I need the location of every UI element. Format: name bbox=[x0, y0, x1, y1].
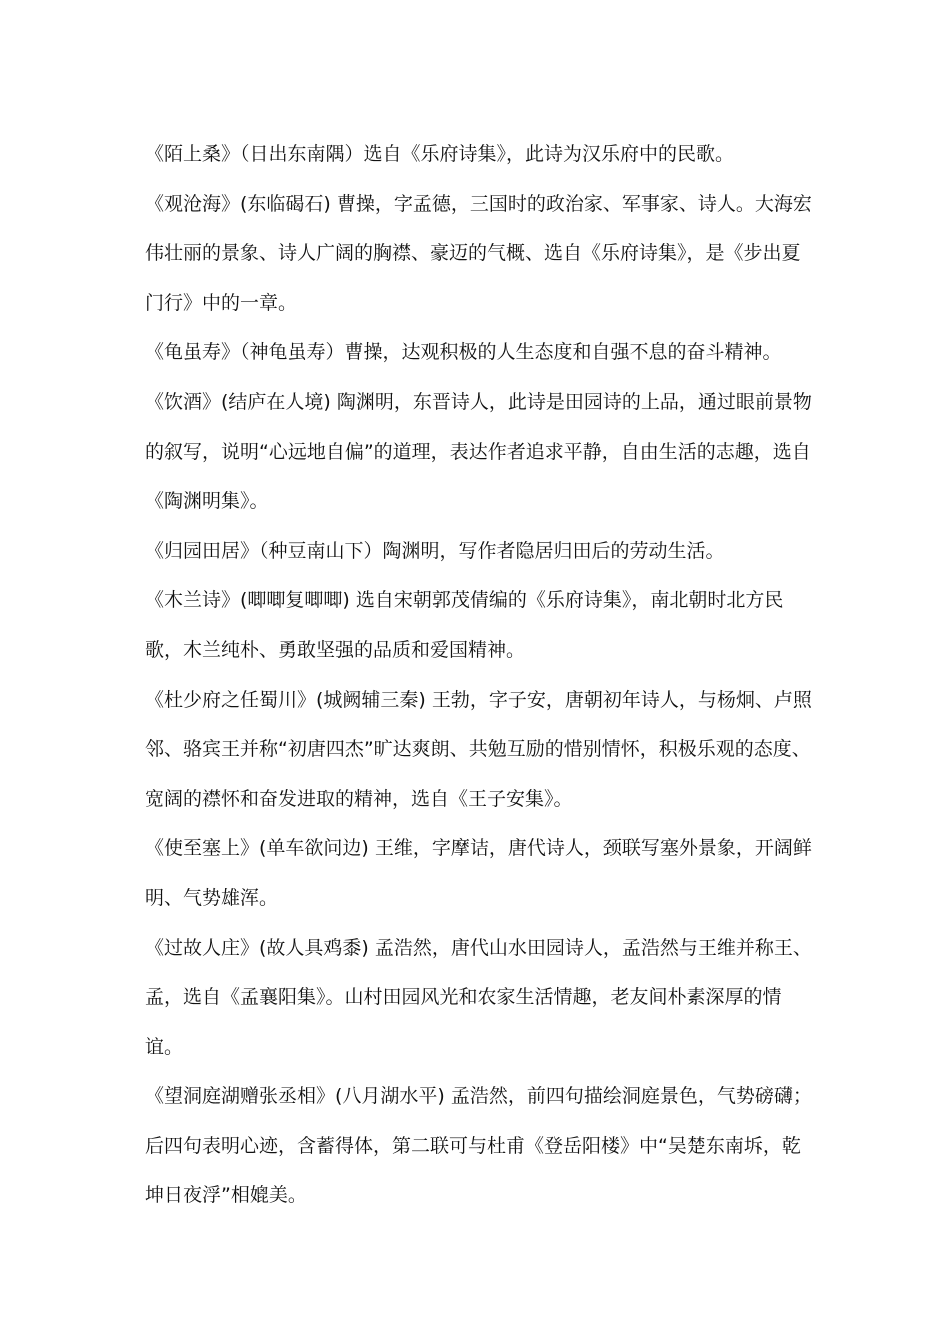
paragraph-yin-jiu: 《饮酒》(结庐在人境) 陶渊明，东晋诗人，此诗是田园诗的上品，通过眼前景物的叙写，说明“心远地自偏”的道理，表达作者追求平静，自由生活的志趣，选自《陶渊明集》。 bbox=[145, 390, 812, 513]
paragraph-mo-shang-sang: 《陌上桑》（日出东南隅）选自《乐府诗集》，此诗为汉乐府中的民歌。 bbox=[145, 143, 735, 165]
paragraph-du-shao-fu: 《杜少府之任蜀川》(城阙辅三秦) 王勃，字子安，唐朝初年诗人，与杨炯、卢照邻、骆宾王并称“初唐四杰”旷达爽朗、共勉互励的惜别情怀，积极乐观的态度、宽阔的襟怀和奋发进取的精神，选自《王子安集》。 bbox=[145, 688, 812, 810]
document-body bbox=[145, 130, 815, 1221]
paragraph-guo-gu-ren-zhuang: 《过故人庄》(故人具鸡黍) 孟浩然，唐代山水田园诗人，孟浩然与王维并称王、孟，选自《孟襄阳集》。山村田园风光和农家生活情趣，老友间朴素深厚的情谊。 bbox=[145, 936, 812, 1058]
paragraph-gui-yuan-tian-ju: 《归园田居》（种豆南山下）陶渊明，写作者隐居归田后的劳动生活。 bbox=[145, 539, 725, 562]
paragraph-shi-zhi-sai-shang: 《使至塞上》(单车欲问边) 王维，字摩诘，唐代诗人，颈联写塞外景象，开阔鲜明、气势雄浑。 bbox=[145, 837, 812, 909]
paragraph-mu-lan-shi: 《木兰诗》(唧唧复唧唧) 选自宋朝郭茂倩编的《乐府诗集》，南北朝时北方民歌，木兰纯朴、勇敢坚强的品质和爱国精神。 bbox=[145, 589, 784, 661]
paragraph-gui-sui-shou: 《龟虽寿》（神龟虽寿）曹操，达观积极的人生态度和自强不息的奋斗精神。 bbox=[145, 341, 782, 364]
paragraph-guan-cang-hai: 《观沧海》(东临碣石) 曹操，字孟德，三国时的政治家、军事家、诗人。大海宏伟壮丽的景象、诗人广阔的胸襟、豪迈的气概、选自《乐府诗集》，是《步出夏门行》中的一章。 bbox=[145, 192, 812, 314]
paragraph-wang-dong-ting-hu: 《望洞庭湖赠张丞相》(八月湖水平) 孟浩然，前四句描绘洞庭景色，气势磅礴；后四句表明心迹，含蓄得体，第二联可与杜甫《登岳阳楼》中“吴楚东南坼，乾坤日夜浮”相媲美。 bbox=[145, 1085, 812, 1207]
